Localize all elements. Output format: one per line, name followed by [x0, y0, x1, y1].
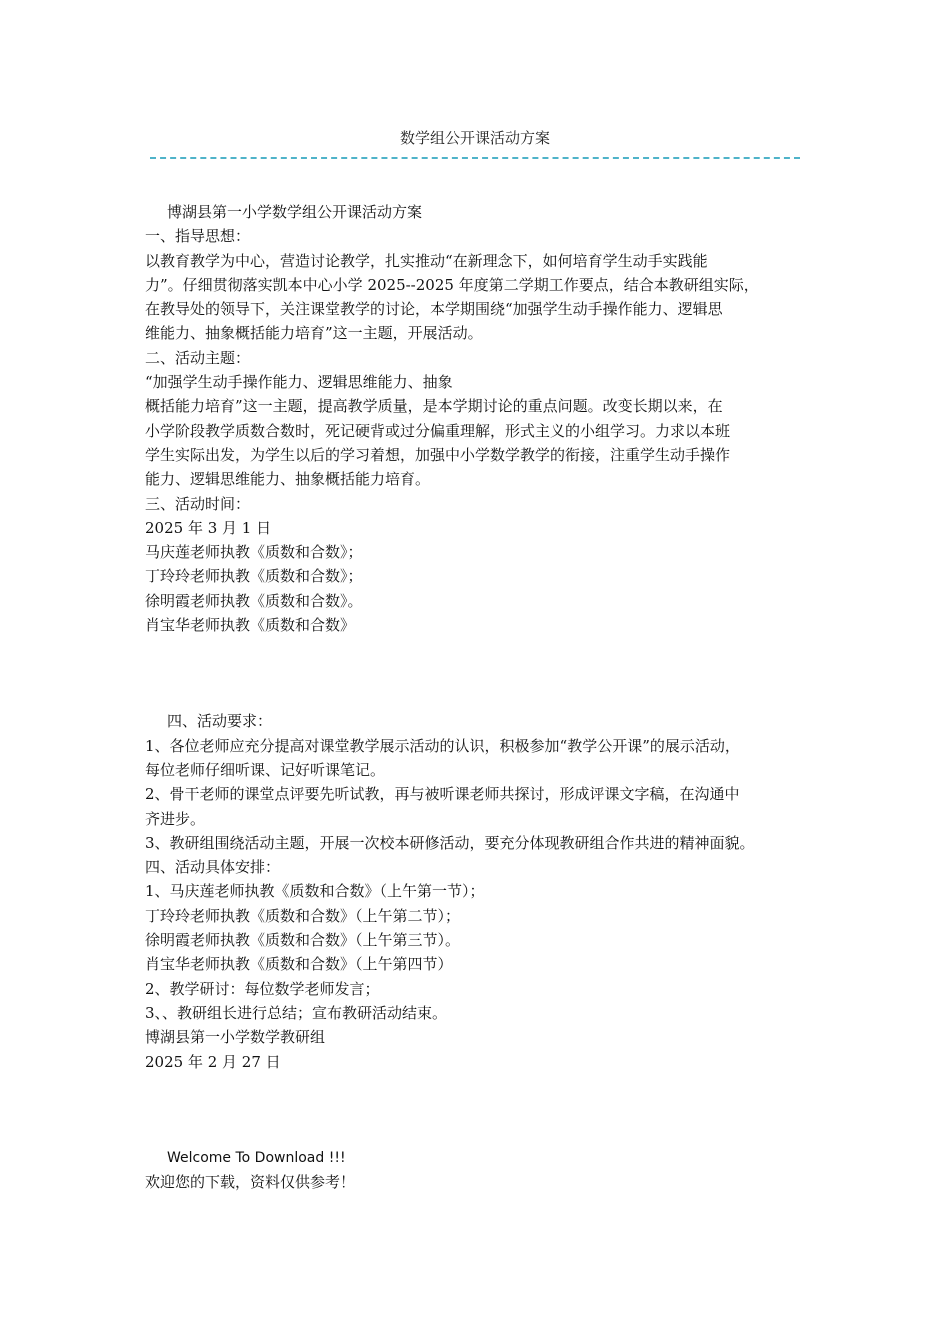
document-title: 数学组公开课活动方案: [399, 129, 550, 147]
list-item: 马庆莲老师执教《质数和合数》；: [145, 543, 363, 562]
list-item: 肖宝华老师执教《质数和合数》: [145, 616, 356, 635]
paragraph-line: 概括能力培育”这一主题，提高教学质量，是本学期讨论的重点问题。改变长期以来，在: [145, 397, 723, 416]
paragraph-line: 维能力、抽象概括能力培育”这一主题，开展活动。: [145, 324, 483, 343]
paragraph-line: 小学阶段教学质数合数时，死记硬背或过分偏重理解，形式主义的小组学习。力求以本班: [145, 421, 731, 440]
section-title: 四、活动要求：: [167, 712, 273, 731]
paragraph-line: “加强学生动手操作能力、逻辑思维能力、抽象: [145, 373, 453, 392]
activity-date: 2025 年 3 月 1 日: [145, 518, 272, 537]
document-body: [145, 200, 825, 1194]
paragraph-line: 齐进步。: [145, 809, 206, 828]
paragraph-line: 1、各位老师应充分提高对课堂教学展示活动的认识，积极参加“教学公开课”的展示活动，: [145, 736, 740, 755]
section-title: 二、活动主题：: [145, 348, 251, 367]
list-item: 徐明霞老师执教《质数和合数》（上午第三节）。: [145, 931, 461, 950]
paragraph-line: 2、骨干老师的课堂点评要先听试教，再与被听课老师共探讨，形成评课文字稿，在沟通中: [145, 785, 740, 804]
spacer: [145, 637, 825, 709]
paragraph-line: 力”。仔细贯彻落实凯本中心小学 2025--2025 年度第二学期工作要点，结合本教研组实际，: [145, 275, 759, 294]
footer-note: 欢迎您的下载，资料仅供参考！: [145, 1173, 356, 1192]
paragraph-line: 每位老师仔细听课、记好听课笔记。: [145, 760, 386, 779]
list-item: 丁玲玲老师执教《质数和合数》（上午第二节）；: [145, 906, 461, 925]
spacer: [145, 1074, 825, 1146]
title-divider: [150, 157, 800, 159]
section-title: 三、活动时间：: [145, 494, 251, 513]
paragraph-line: 3、教研组围绕活动主题，开展一次校本研修活动，要充分体现教研组合作共进的精神面貌。: [145, 833, 755, 852]
list-item: 肖宝华老师执教《质数和合数》（上午第四节）: [145, 955, 453, 974]
section-title: 一、指导思想：: [145, 227, 251, 246]
welcome-text: Welcome To Download !!!: [167, 1149, 346, 1166]
list-item: 徐明霞老师执教《质数和合数》。: [145, 591, 363, 610]
signature-date: 2025 年 2 月 27 日: [145, 1052, 281, 1071]
paragraph-line: 学生实际出发，为学生以后的学习着想，加强中小学数学教学的衔接，注重学生动手操作: [145, 445, 731, 464]
paragraph-line: 在教导处的领导下，关注课堂教学的讨论，本学期围绕“加强学生动手操作能力、逻辑思: [145, 300, 723, 319]
document-heading: 博湖县第一小学数学组公开课活动方案: [167, 203, 423, 221]
paragraph-line: 能力、逻辑思维能力、抽象概括能力培育。: [145, 470, 431, 489]
list-item: 丁玲玲老师执教《质数和合数》；: [145, 567, 363, 586]
paragraph-line: 以教育教学为中心，营造讨论教学，扎实推动“在新理念下，如何培育学生动手实践能: [145, 251, 708, 270]
signature-org: 博湖县第一小学数学教研组: [145, 1028, 326, 1047]
list-item: 2、教学研讨：每位数学老师发言；: [145, 979, 380, 998]
list-item: 3、、教研组长进行总结；宣布教研活动结束。: [145, 1003, 448, 1022]
section-title: 四、活动具体安排：: [145, 858, 281, 877]
list-item: 1、马庆莲老师执教《质数和合数》（上午第一节）；: [145, 882, 485, 901]
